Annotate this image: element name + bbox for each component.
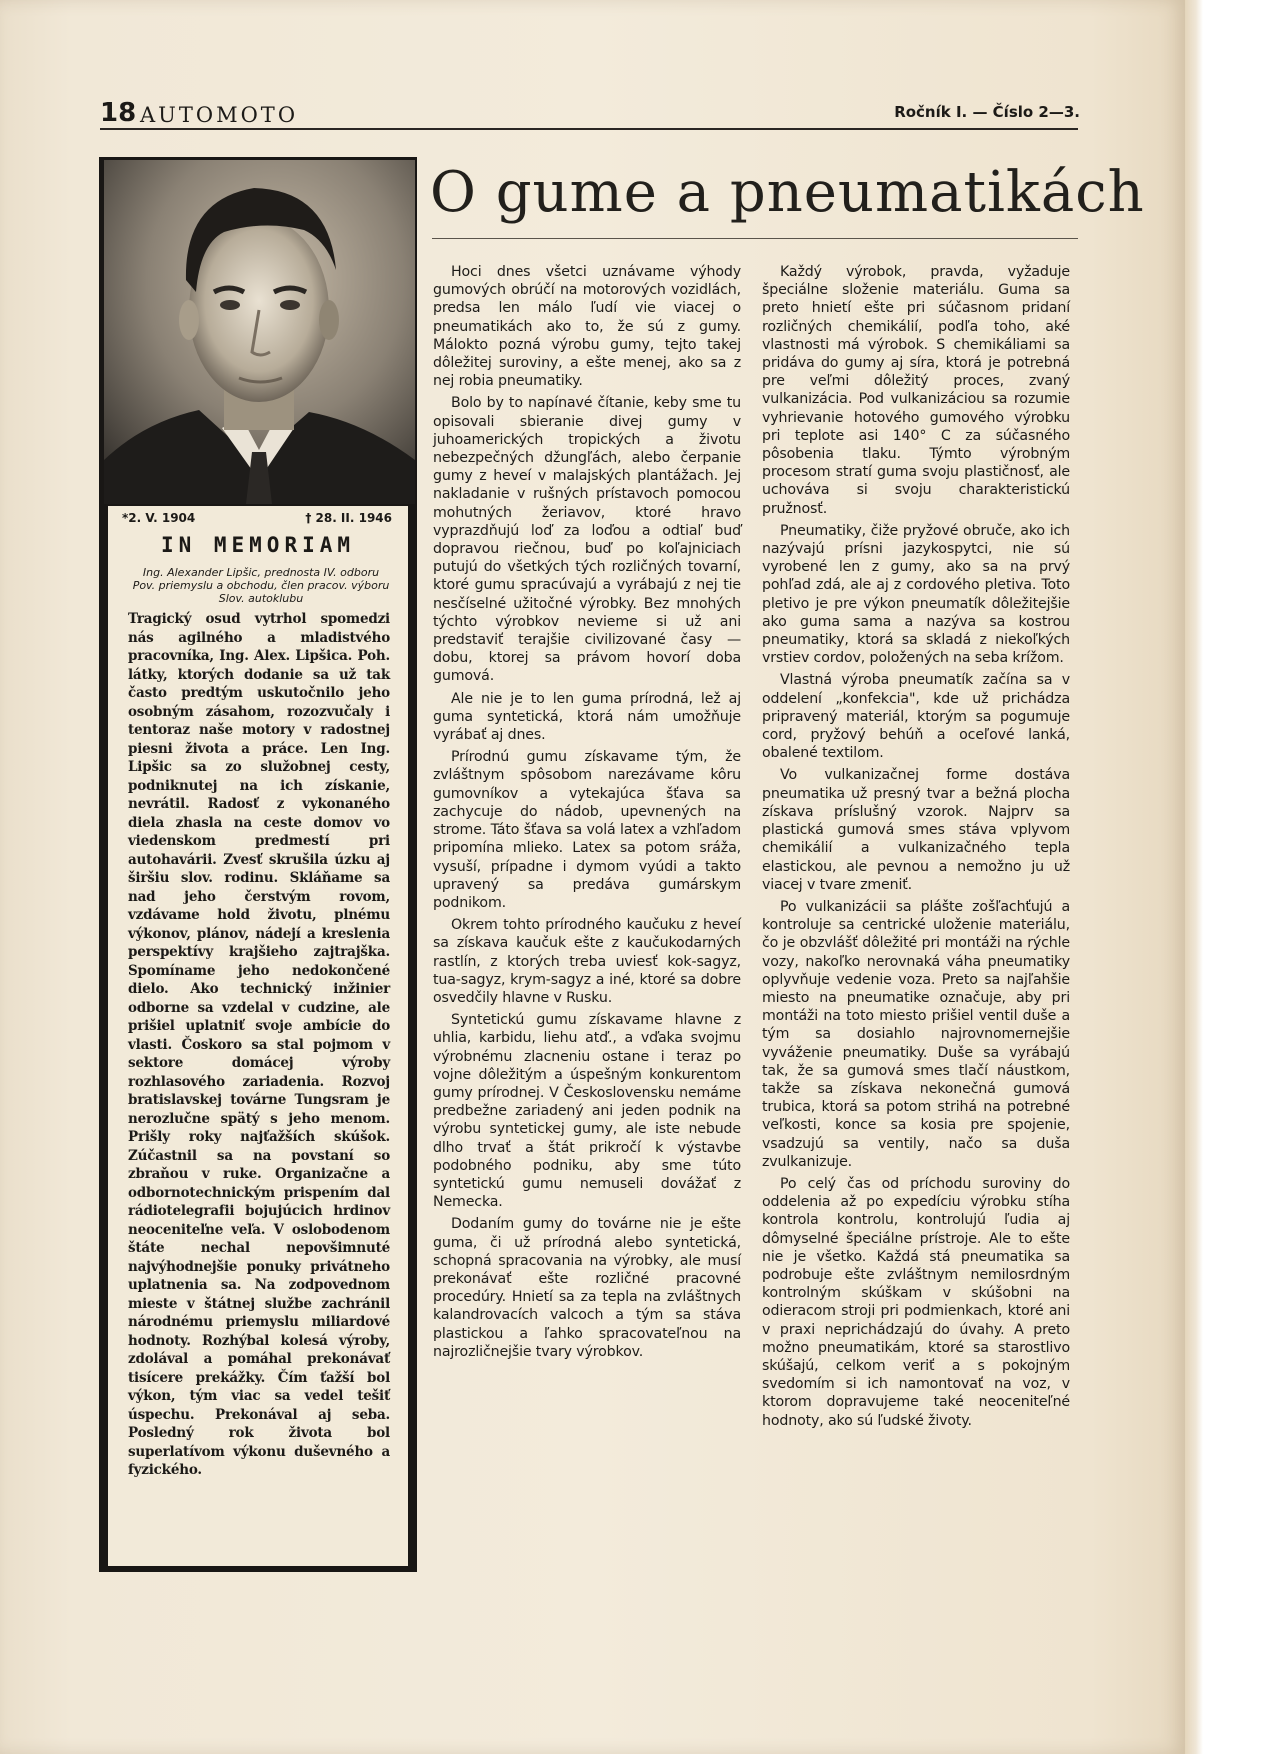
article-paragraph: Pneumatiky, čiže pryžové obruče, ako ich nazývajú prísni jazykospytci, nie sú vyrobené len z gumy, ako sa na prvý pohľad zdá, ale aj z cordového pletiva. Toto pletivo je pre výkon pneumatík dôležitejšie ako guma sama a nazýva sa kostrou pneumatiky, ktorá sa skladá z niekoľkých vrstiev cordov, položených na seba krížom. — [762, 522, 1070, 667]
magazine-name: AUTOMOTO — [140, 103, 299, 127]
portrait-photo — [104, 160, 415, 504]
article-paragraph: Ale nie je to len guma prírodná, lež aj guma syntetická, ktorá nám umožňuje vyrábať aj dnes. — [433, 690, 741, 744]
article-paragraph: Vo vulkanizačnej forme dostáva pneumatika už presný tvar a bežná plocha získava príslušný vzorok. Najprv sa plastická gumová smes stáva vplyvom chemikálií a vulkanizačného tepla elastickou, ale pevnou a nemožno ju už viacej v tvare zmeniť. — [762, 767, 1070, 893]
portrait-image — [104, 160, 415, 504]
page-number: 18 — [100, 98, 137, 128]
article-paragraph: Po vulkanizácii sa plášte zošľachťujú a kontroluje sa centrické uloženie materiálu, čo je obzvlášť dôležité pri montáži na rýchle vozy, nakoľko nerovnaká váha pneumatiky oplyvňuje vedenie voza. Preto sa najľahšie miesto na pneumatike označuje, aby pri montáži na toto miesto prišiel ventil duše a tým sa dosiahlo najrovnomernejšie vyváženie pneumatiky. Duše sa vyrábajú tak, že sa gumová smes tlačí náustkom, takže sa získava nekonečná gumová trubica, ktorá sa potom strihá na potrebné veľkosti, konce sa kosia pre spojenie, vsadzujú sa ventily, načo sa duša zvulkanizuje. — [762, 898, 1070, 1170]
page-edge — [1185, 0, 1203, 1754]
obituary-dates — [122, 511, 392, 525]
obituary-panel — [108, 506, 408, 1566]
issue-info: Ročník I. — Číslo 2—3. — [894, 103, 1080, 121]
death-date: † 28. II. 1946 — [305, 511, 392, 525]
page-header — [100, 98, 1080, 132]
in-memoriam-heading: IN MEMORIAM — [160, 533, 356, 557]
header-rule — [100, 128, 1078, 130]
article-column-right — [762, 263, 1070, 1434]
article-paragraph: Okrem tohto prírodného kaučuku z heveí sa získava kaučuk ešte z kaučukodarných rastlín, z ktorých treba uviesť kok-sagyz, tua-sagyz, krym-sagyz a iné, ktoré sa dobre osvedčily hlavne v Rusku. — [433, 917, 741, 1006]
article-title: O gume a pneumatikách — [430, 160, 1145, 225]
article-paragraph: Po celý čas od príchodu suroviny do oddelenia až po expedíciu výrobku stíha kontrola kontrolu, kontrolujú ľudia aj dômyselné špeciálne prístroje. Ale to ešte nie je všetko. Každá stá pneumatika sa podrobuje ešte zvláštnym nemilosrdným kontrolným skúškam v skúšobni na odieracom stroji pri podmienkach, ktoré ani v praxi neprichádzajú do úvahy. A preto možno pneumatikám, ktoré sa starostlivo skúšajú, celkom veriť a s pokojným svedomím si ich namontovať na voz, v ktorom dopravujeme také neoceniteľné hodnoty, ako sú ľudské životy. — [762, 1175, 1070, 1429]
article-paragraph: Prírodnú gumu získavame tým, že zvláštnym spôsobom narezávame kôru gumovníkov a vytekajúca šťava sa zachycuje do nádob, upevnených na strome. Táto šťava sa volá latex a vzhľadom pripomína mlieko. Latex sa potom sráža, vysuší, prípadne i dymom vyúdi a takto upravený sa predáva gumárskym podnikom. — [433, 749, 741, 911]
obituary-text: Tragický osud vytrhol spomedzi nás agilného a mladistvého pracovníka, Ing. Alex. Lipšica. Poh. látky, ktorých dodanie sa už tak často predtým uskutočnilo jeho osobným zásahom, rozozvučaly i tentoraz naše motory v radostnej piesni života a práce. Len Ing. Lipšic sa zo služobnej cesty, podniknutej na ich získanie, nevrátil. Radosť z vykonaného diela zhasla na ceste domov vo viedenskom predmestí pri autohavárii. Zvesť skrušila úzku aj širšiu slov. rodinu. Skláňame sa nad jeho čerstvým rovom, vzdávame hold životu, plnému výkonov, plánov, nádejí a kreslenia perspektívy krajšieho zajtrajška. Spomíname jeho nedokončené dielo. Ako technický inžinier odborne sa vzdelal v cudzine, ale prišiel uplatniť svoje ambície do vlasti. Čoskoro sa stal pojmom v sektore domácej výroby rozhlasového zariadenia. Rozvoj bratislavskej továrne Tungsram je nerozlučne spätý s jeho menom. Prišly roky najťažších skúšok. Zúčastnil sa na povstaní so zbraňou v ruke. Organizačne a odbornotechnickým prispením dal rádiotelegrafii bojujúcich hrdinov neoceniteľne veľa. V oslobodenom štáte nechal nepovšimnuté najvýhodnejšie ponuky privátneho uplatnenia sa. Na zodpovednom mieste v štátnej službe zachránil národnému priemyslu miliardové hodnoty. Rozhýbal kolesá výroby, zdolával a pomáhal prekonávať tisícere prekážky. Čím ťažší bol výkon, tým viac sa vedel tešiť úspechu. Prekonával aj seba. Posledný rok života bol superlatívom výkonu duševného a fyzického. — [128, 611, 390, 1478]
article-paragraph: Bolo by to napínavé čítanie, keby sme tu opisovali sbieranie divej gumy v juhoamerických tropických a životu nebezpečných džungľách, alebo čerpanie gumy z heveí v malajských plantážach. Jej nakladanie v rušných prístavoch pomocou mohutných žeriavov, ktoré hravo vyprazdňujú loď za loďou a odtiaľ buď dopravou riečnou, buď po koľajniciach putujú do všetkých tých rozličných tovarní, ktoré gumu spracúvajú a vyrábajú z nej tie nesčíselné užitočné výrobky. Bez mnohých týchto výrobkov nevieme si už ani predstaviť terajšie civilizované časy — dobu, ktorej sa právom hovorí doba gumová. — [433, 395, 741, 685]
birth-date: *2. V. 1904 — [122, 511, 196, 525]
title-rule — [432, 238, 1078, 239]
obituary-role: Ing. Alexander Lipšic, prednosta IV. odboru Pov. priemyslu a obchodu, člen pracov. výboru Slov. autoklubu — [132, 566, 390, 605]
article-paragraph: Vlastná výroba pneumatík začína sa v oddelení „konfekcia", kde už prichádza pripravený materiál, ktorým sa pogumuje cord, pryžový behúň a oceľové lanká, obalené textilom. — [762, 672, 1070, 762]
article-column-left — [433, 263, 741, 1365]
article-paragraph: Dodaním gumy do továrne nie je ešte guma, či už prírodná alebo syntetická, schopná spracovania na výrobky, ale musí prekonávať ešte rozličné pracovné procedúry. Hnietí sa za tepla na zvláštnych kalandrovacích valcoch a tým sa stáva plastickou a ľahko spracovateľnou na najrozličnejšie tvary výrobkov. — [433, 1216, 741, 1360]
article-paragraph: Syntetickú gumu získavame hlavne z uhlia, karbidu, liehu atď., a vďaka svojmu výrobnému zlacneniu ostane i teraz po vojne dôležitým a úspešným konkurentom gumy prírodnej. V Československu nemáme predbežne zariadený ani jeden podnik na výrobu syntetickej gumy, ale iste nebude dlho trvať a štát prikročí k výstavbe podobného podniku, aby sme túto syntetickú gumu nemuseli dovážať z Nemecka. — [433, 1012, 741, 1211]
article-paragraph: Hoci dnes všetci uznávame výhody gumových obrúčí na motorových vozidlách, predsa len málo ľudí vie viacej o pneumatikách ako to, že sú z gumy. Málokto pozná výrobu gumy, tejto takej dôležitej suroviny, a ešte menej, ako sa z nej robia pneumatiky. — [433, 264, 741, 390]
article-paragraph: Každý výrobok, pravda, vyžaduje špeciálne složenie materiálu. Guma sa preto hnietí ešte pri súčasnom pridaní rozličných chemikálií, podľa toho, aké vlastnosti má výrobok. S chemikáliami sa pridáva do gumy aj síra, ktorá je potrebná pre veľmi dôležitý proces, zvaný vulkanizácia. Pod vulkanizáciou sa rozumie vyhrievanie hotového gumového výrobku pri teplote asi 140° C za súčasného pôsobenia tlaku. Týmto výrobným procesom stratí guma svoju plastičnosť, ale uchováva si svoju charakteristickú pružnosť. — [762, 264, 1070, 517]
